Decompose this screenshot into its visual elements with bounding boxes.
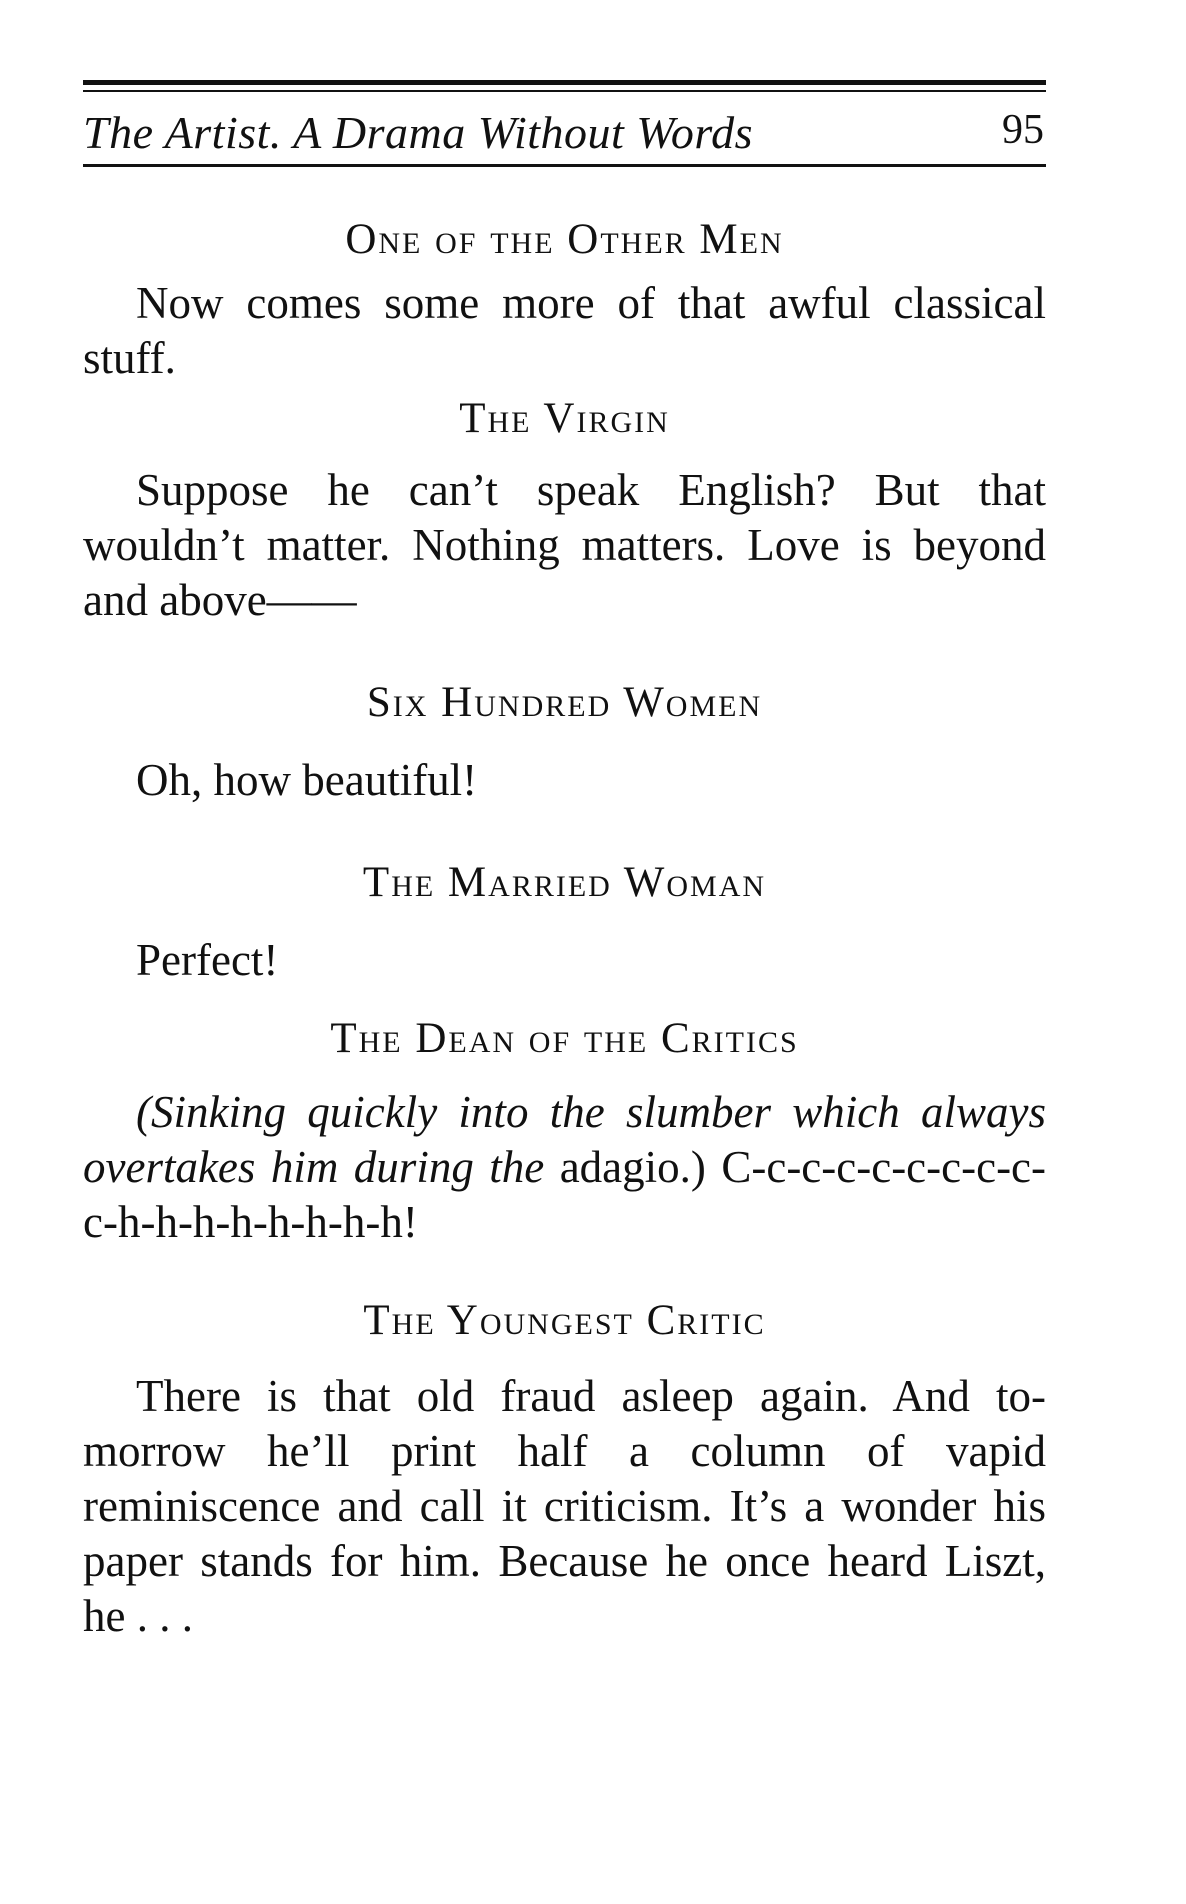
speaker-name: The Married Woman: [362, 859, 767, 906]
speaker-name: Six Hundred Women: [366, 679, 763, 726]
speech-text: There is that old fraud asleep again. And to-morrow he’ll print half a column of vapid reminiscence and call it criticism. It’s a wonder his paper stands for him. Because he once heard Liszt, he . . .: [83, 1371, 1046, 1641]
speech-text: C-c-c-c-c-c-c-c-c-c-h-h-h-h-h-h-h-h!: [83, 1142, 1047, 1247]
speech-text: Perfect!: [136, 935, 279, 985]
speech-with-stage-direction: [83, 1085, 1046, 1250]
stage-direction: (Sinking quickly into the slumber which always overtakes him during the: [83, 1087, 1046, 1192]
speech-text: Suppose he can’t speak English? But that wouldn’t matter. Nothing matters. Love is beyond and above——: [83, 465, 1046, 625]
book-page: [83, 80, 1046, 1644]
header-rule-bottom: [83, 164, 1046, 167]
header-rule-thick: [83, 80, 1046, 85]
running-title: The Artist. A Drama Without Words: [83, 107, 754, 158]
running-header: [83, 92, 1046, 164]
speaker-name: The Dean of the Critics: [330, 1015, 799, 1062]
speech-text: Now comes some more of that awful classical stuff.: [83, 278, 1046, 383]
stage-direction-term: adagio.): [559, 1142, 706, 1192]
speaker-name: The Youngest Critic: [363, 1297, 766, 1344]
speaker-name: One of the Other Men: [345, 216, 784, 263]
page-number: 95: [1002, 107, 1044, 153]
speech-text: Oh, how beautiful!: [136, 755, 478, 805]
speaker-name: The Virgin: [459, 395, 670, 442]
